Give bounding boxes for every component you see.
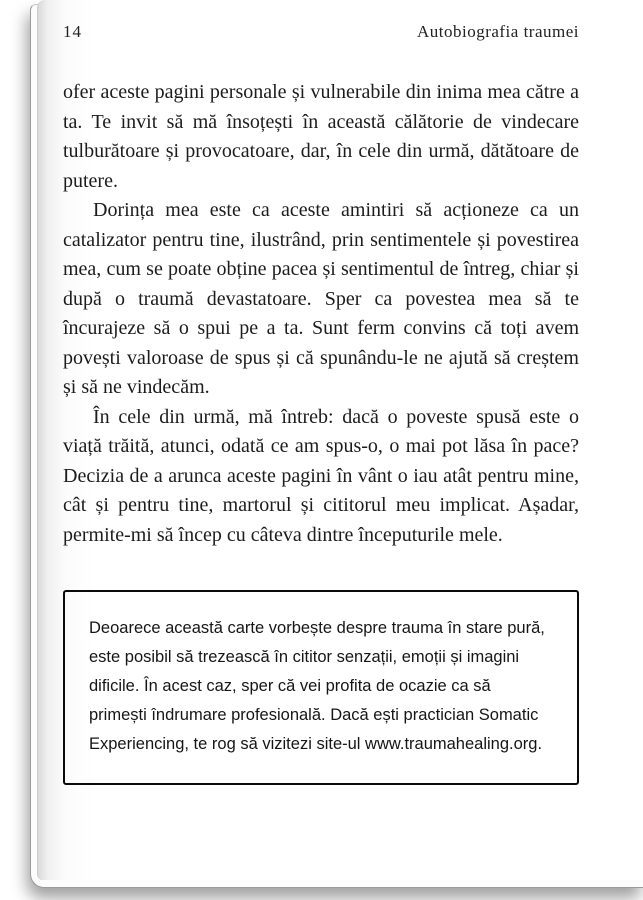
body-paragraph: În cele din urmă, mă întreb: dacă o poveste spusă este o viață trăită, atunci, odată ce am spus-o, o mai pot lăsa în pace? Decizia de a arunca aceste pagini în vânt o iau atât pentru mine, cât și pentru tine, martorul și cititorul meu implicat. Așadar, permite-mi să încep cu câteva dintre începuturile mele.: [63, 405, 579, 546]
book-page: [37, 0, 643, 880]
running-header-title: Autobiografia traumei: [416, 22, 579, 41]
body-text: [63, 78, 579, 550]
note-box-text: Deoarece această carte vorbește despre trauma în stare pură, este posibil să trezească în cititor senzații, emoții și imagini dificile. În acest caz, sper că vei profita de ocazie ca să primești îndrumare profesională. Dacă ești practician Somatic Experiencing, te rog să vizitezi site-ul www.traumahealing.org.: [89, 619, 545, 753]
page-number: 14: [63, 22, 82, 41]
running-header: [63, 22, 579, 42]
body-paragraph: ofer aceste pagini personale și vulnerabile din inima mea către a ta. Te invit să mă însoțești în această călătorie de vindecare tulburătoare și provocatoare, dar, în cele din urmă, dătătoare de putere.: [63, 81, 579, 192]
page-content: [63, 22, 579, 785]
body-paragraph: Dorința mea este ca aceste amintiri să acționeze ca un catalizator pentru tine, ilustrând, prin sentimentele și povestirea mea, cum se poate obține pacea și sentimentul de întreg, chiar și după o traumă devastatoare. Sper ca povestea mea să te încurajeze să o spui pe a ta. Sunt ferm convins că toți avem povești valoroase de spus și că spunându-le ne ajută să creștem și să ne vindecăm.: [63, 199, 579, 398]
note-box: [63, 590, 579, 785]
